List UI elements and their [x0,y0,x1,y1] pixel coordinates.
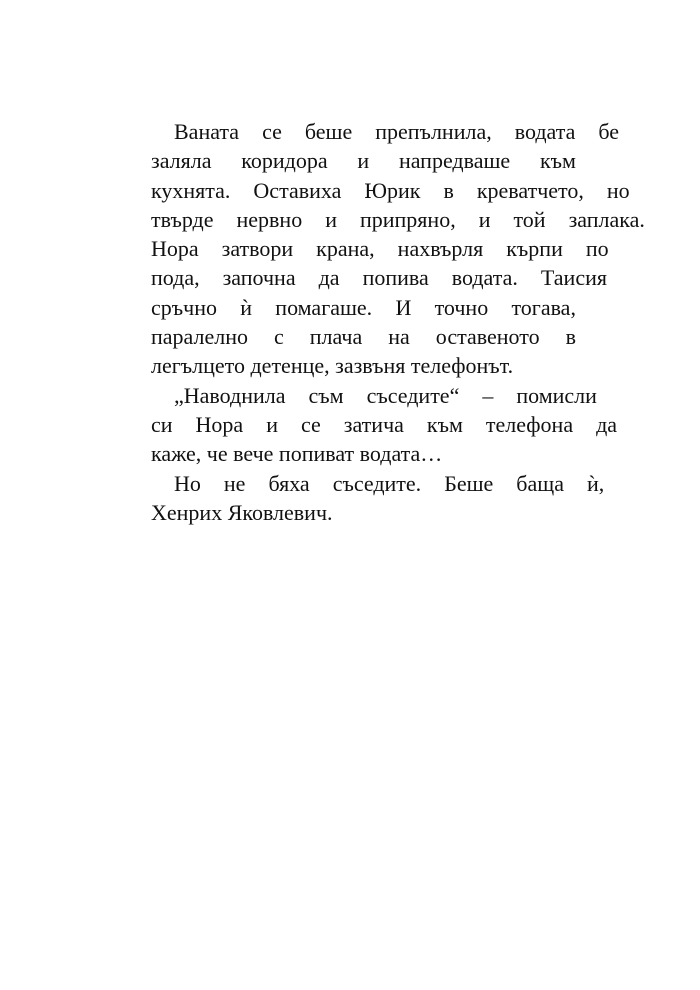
page-text [128,117,645,527]
word: сръчно [151,294,217,320]
text-line [128,176,630,205]
word: съседите“ [366,382,460,408]
text-line [128,322,576,351]
word: с [274,324,284,350]
word: плача [309,324,363,350]
word: Таисия [540,265,607,291]
word: оставеното [435,324,540,350]
word: Нора [151,236,199,262]
word: пода, [151,265,200,291]
word: помисли [516,382,597,408]
word: И [395,294,412,320]
word: на [388,324,410,350]
word: кърпи [506,236,563,262]
word: ѝ, [586,470,605,496]
word: заплака. [568,206,645,232]
text-line [128,146,576,175]
word: Нора [195,411,244,437]
word: паралелно [151,324,248,350]
text-line [128,381,597,410]
word: беше [304,119,353,144]
word: съседите. [332,470,422,496]
word: в [565,324,576,350]
word: затвори [221,236,294,262]
word: се [262,119,282,144]
paragraph-3 [128,469,605,528]
word: нахвърля [397,236,484,262]
paragraph-2 [128,381,618,469]
word: да [596,411,618,437]
text-line [128,469,605,498]
word: тогава, [511,294,576,320]
word: се [300,411,321,437]
word: и [357,148,370,174]
word: към [539,148,576,174]
word: си [151,411,173,437]
word: и [266,411,278,437]
word: телефона [485,411,574,437]
word: Но [174,470,201,496]
word: кухнята. [151,177,231,203]
word: той [513,206,546,232]
word: и [325,206,337,232]
word: съм [308,382,344,408]
word: напредваше [398,148,511,174]
word: твърде [151,206,214,232]
word: затича [343,411,404,437]
word: креватчето, [476,177,584,203]
word: Беше [444,470,494,496]
text-line: Хенрих Яковлевич. [151,499,333,525]
word: бе [598,119,620,144]
word: коридора [241,148,328,174]
word: по [585,236,609,262]
word: „Наводнила [174,382,286,408]
text-line [128,293,576,322]
word: – [482,382,494,408]
word: в [443,177,454,203]
word: крана, [316,236,375,262]
word: ѝ [240,294,253,320]
word: и [478,206,491,232]
word: водата. [451,265,518,291]
word: но [606,177,630,203]
text-line [128,117,620,146]
word: започна [222,265,296,291]
word: към [426,411,463,437]
word: припряно, [359,206,456,232]
word: точно [434,294,489,320]
word: заляла [151,148,212,174]
word: водата [514,119,576,144]
word: Юрик [364,177,421,203]
word: нервно [236,206,303,232]
text-line [128,410,618,439]
word: баща [516,470,564,496]
paragraph-1 [128,117,645,381]
word: препълнила, [375,119,492,144]
text-line [128,263,607,292]
word: не [223,470,246,496]
text-line: каже, че вече попиват водата… [151,441,443,467]
text-line: легълцето детенце, зазвъня телефонът. [151,353,514,379]
word: Ваната [174,119,240,144]
word: Оставиха [253,177,342,203]
word: попива [362,265,429,291]
word: да [318,265,340,291]
word: помагаше. [275,294,373,320]
text-line [128,205,645,234]
word: бяха [268,470,310,496]
text-line [128,234,609,263]
